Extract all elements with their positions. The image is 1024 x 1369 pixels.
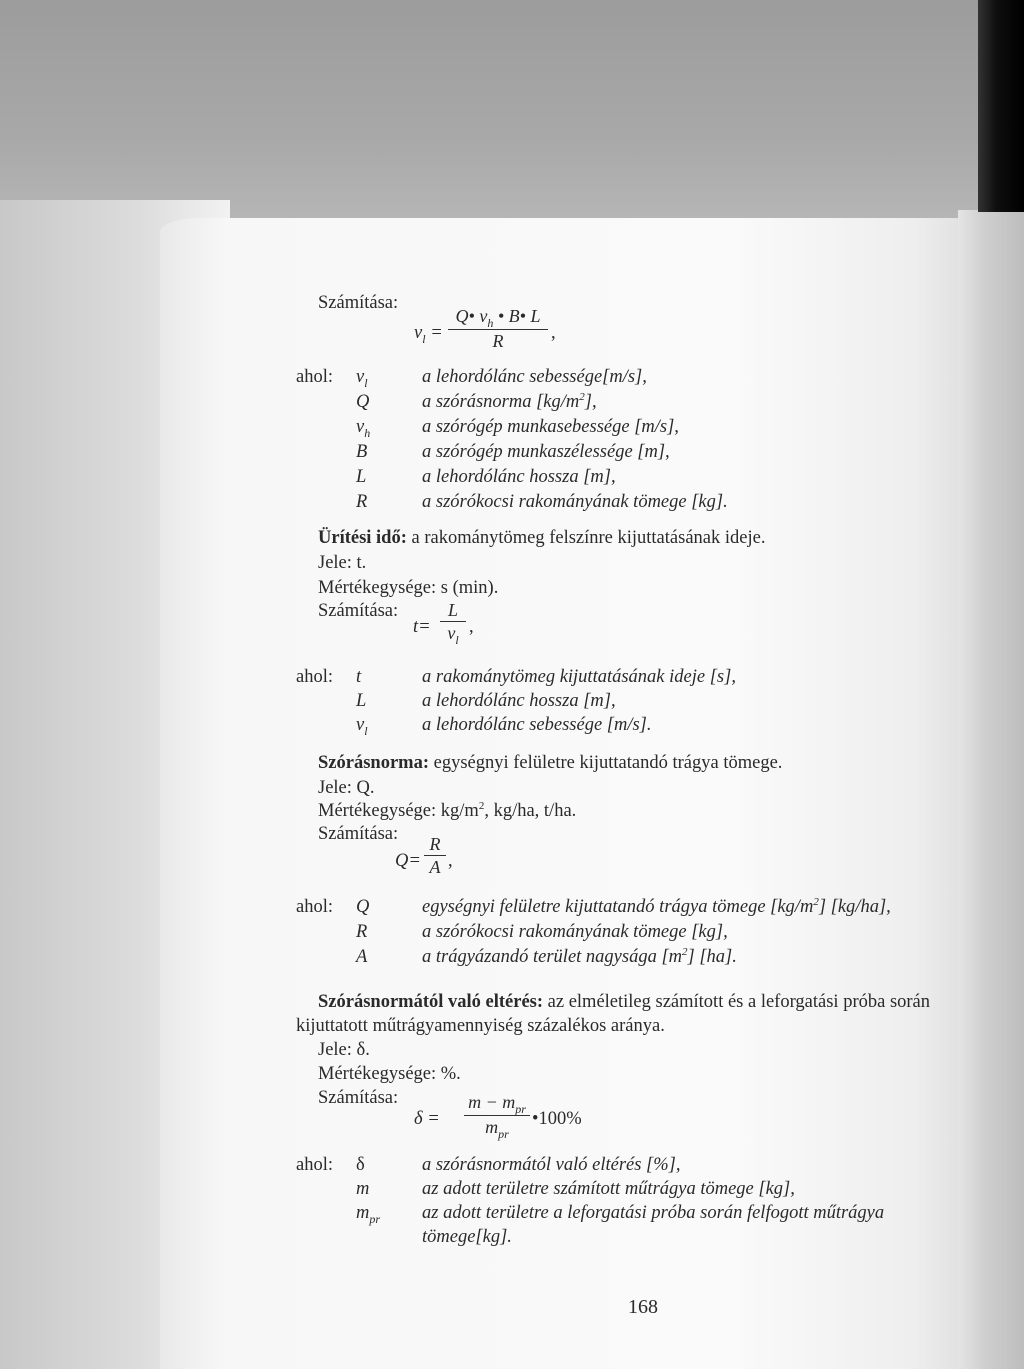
book-spine-shadow	[958, 210, 1024, 1369]
section-heading: Szórásnorma: egységnyi felületre kijuttatandó trágya tömege.	[318, 753, 783, 773]
var-symbol: Q	[356, 897, 370, 917]
var-symbol: t	[356, 667, 362, 687]
where-label: ahol:	[296, 667, 333, 687]
calc-label: Számítása:	[318, 824, 399, 844]
where-label: ahol:	[296, 1155, 333, 1175]
formula-lhs: $v_l$ =	[414, 323, 443, 346]
unit-line: Mértékegysége: s (min).	[318, 578, 499, 598]
var-description: a szórásnorma $[kg/m^2]$,	[422, 390, 597, 412]
var-symbol: L	[356, 467, 367, 487]
section-heading: Szórásnormától való eltérés: az elméletileg számított és a leforgatási próba során	[318, 992, 931, 1012]
section-text: kijuttatott műtrágyamennyiség százalékos aránya.	[296, 1016, 665, 1036]
symbol-line: Jele: t.	[318, 553, 367, 573]
where-label: ahol:	[296, 367, 333, 387]
var-symbol: $v_l$	[356, 367, 368, 390]
calc-label: Számítása:	[318, 601, 399, 621]
formula-fraction: R A	[424, 834, 446, 877]
var-symbol: $m_{pr}$	[356, 1203, 381, 1226]
var-symbol: A	[356, 947, 368, 967]
formula-lhs: t=	[413, 617, 431, 637]
var-symbol: δ	[356, 1155, 365, 1175]
formula-fraction: $m - m_{pr}$ $m_{pr}$	[464, 1092, 530, 1139]
var-description: a lehordólánc hossza [m],	[422, 691, 616, 711]
calc-label: Számítása:	[318, 293, 399, 313]
var-description: az adott területre számított műtrágya tömege [kg],	[422, 1179, 795, 1199]
formula-comma: ,	[469, 617, 474, 637]
symbol-line: Jele: δ.	[318, 1040, 370, 1060]
var-description: egységnyi felületre kijuttatandó trágya tömege $[kg/m^2]$ [kg/ha],	[422, 895, 891, 917]
var-description: a szórógép munkasebessége [m/s],	[422, 417, 679, 437]
var-symbol: L	[356, 691, 367, 711]
var-description: a lehordólánc sebessége[m/s],	[422, 367, 647, 387]
page-number: 168	[628, 1296, 658, 1318]
formula-fraction: L $v_l$	[440, 600, 466, 645]
var-symbol: B	[356, 442, 368, 462]
section-heading: Ürítési idő: a rakománytömeg felszínre kijuttatásának ideje.	[318, 528, 766, 548]
var-description: a szórókocsi rakományának tömege [kg].	[422, 492, 728, 512]
var-description-continued: tömege[kg].	[422, 1227, 512, 1247]
symbol-line: Jele: Q.	[318, 778, 375, 798]
var-symbol: $v_l$	[356, 715, 368, 738]
var-symbol: R	[356, 492, 368, 512]
calc-label: Számítása:	[318, 1088, 399, 1108]
var-description: a rakománytömeg kijuttatásának ideje [s],	[422, 667, 736, 687]
var-description: a szórógép munkaszélessége [m],	[422, 442, 670, 462]
var-description: a szórókocsi rakományának tömege [kg],	[422, 922, 728, 942]
unit-line: Mértékegysége: %.	[318, 1064, 461, 1084]
formula-lhs: Q=	[395, 851, 421, 871]
var-description: a lehordólánc hossza [m],	[422, 467, 616, 487]
scan-edge	[978, 0, 1024, 212]
formula-comma: ,	[551, 323, 556, 343]
var-description: a szórásnormától való eltérés [%],	[422, 1155, 681, 1175]
var-symbol: Q	[356, 392, 370, 412]
formula-lhs: δ =	[414, 1109, 440, 1129]
var-symbol: $v_h$	[356, 417, 371, 440]
var-symbol: m	[356, 1179, 370, 1199]
formula-fraction: Q• $v_h$ • B• L R	[448, 306, 548, 351]
var-description: a trágyázandó terület nagysága $[m^2]$ [ha].	[422, 945, 737, 967]
var-description: az adott területre a leforgatási próba során felfogott műtrágya	[422, 1203, 885, 1223]
var-symbol: R	[356, 922, 368, 942]
var-description: a lehordólánc sebessége [m/s].	[422, 715, 652, 735]
formula-multiplier: •100%	[532, 1109, 582, 1129]
formula-comma: ,	[448, 851, 453, 871]
where-label: ahol:	[296, 897, 333, 917]
unit-line: Mértékegysége: $kg/m^2$, kg/ha, t/ha.	[318, 799, 577, 821]
